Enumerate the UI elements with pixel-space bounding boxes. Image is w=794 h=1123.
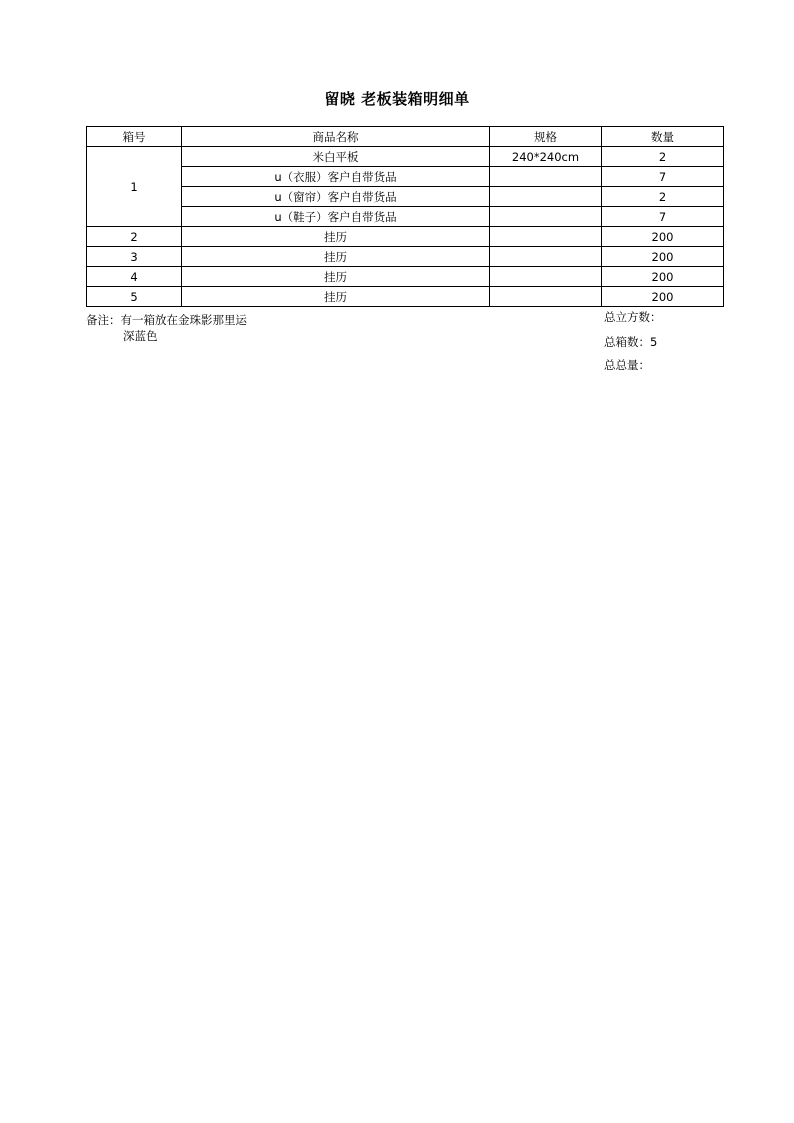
table-header-row [87, 127, 724, 147]
spec-cell [490, 227, 602, 247]
header-box-no: 箱号 [87, 127, 182, 147]
spec-cell [490, 207, 602, 227]
box-no-cell: 2 [87, 227, 182, 247]
spec-cell [490, 267, 602, 287]
quantity-cell: 200 [602, 227, 724, 247]
product-name-cell: 挂历 [182, 287, 490, 307]
box-no-cell: 4 [87, 267, 182, 287]
table-row [87, 187, 724, 207]
spec-cell: 240*240cm [490, 147, 602, 167]
box-no-cell: 3 [87, 247, 182, 267]
table-row [87, 227, 724, 247]
table-row [87, 167, 724, 187]
total-volume-label: 总立方数： [604, 310, 662, 324]
quantity-cell: 200 [602, 287, 724, 307]
box-no-cell: 1 [87, 147, 182, 227]
quantity-cell: 7 [602, 167, 724, 187]
product-name-cell: u（鞋子）客户自带货品 [182, 207, 490, 227]
spec-cell [490, 287, 602, 307]
table-row [87, 147, 724, 167]
quantity-cell: 7 [602, 207, 724, 227]
remark-line-2: 深蓝色 [123, 329, 158, 343]
spec-cell [490, 187, 602, 207]
header-quantity: 数量 [602, 127, 724, 147]
product-name-cell: 米白平板 [182, 147, 490, 167]
quantity-cell: 200 [602, 247, 724, 267]
document-title: 留晓 老板装箱明细单 [324, 90, 470, 108]
remark-line-1: 备注：有一箱放在金珠影那里运 [86, 313, 247, 327]
product-name-cell: 挂历 [182, 247, 490, 267]
header-spec: 规格 [490, 127, 602, 147]
spec-cell [490, 247, 602, 267]
packing-list-table [86, 126, 724, 307]
box-no-cell: 5 [87, 287, 182, 307]
table-row [87, 267, 724, 287]
product-name-cell: 挂历 [182, 267, 490, 287]
quantity-cell: 2 [602, 147, 724, 167]
header-product-name: 商品名称 [182, 127, 490, 147]
table-row [87, 247, 724, 267]
quantity-cell: 200 [602, 267, 724, 287]
product-name-cell: u（衣服）客户自带货品 [182, 167, 490, 187]
total-boxes-label: 总箱数：5 [604, 335, 658, 349]
spec-cell [490, 167, 602, 187]
table-row [87, 207, 724, 227]
product-name-cell: u（窗帘）客户自带货品 [182, 187, 490, 207]
total-weight-label: 总总量： [604, 358, 650, 372]
remark-note [86, 312, 247, 344]
table-row [87, 287, 724, 307]
product-name-cell: 挂历 [182, 227, 490, 247]
quantity-cell: 2 [602, 187, 724, 207]
